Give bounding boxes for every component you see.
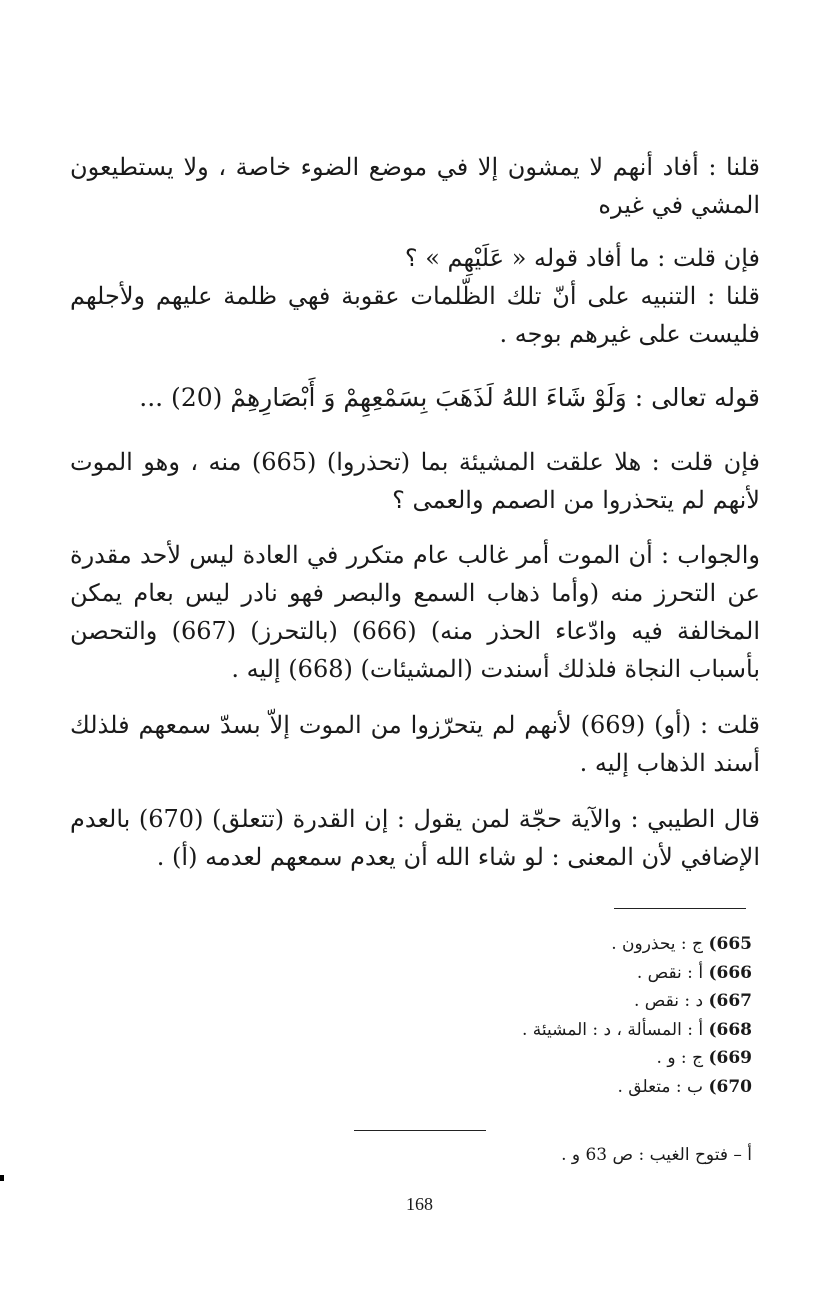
- paragraph-2: فإن قلت : ما أفاد قوله « عَلَيْهِم » ؟: [404, 244, 760, 272]
- paragraph-3: قلنا : التنبيه على أنّ تلك الظّلمات عقوبة فهي ظلمة عليهم ولأجلهم فليست على غيرهم بوجه .: [70, 282, 760, 348]
- footnote-divider: [614, 908, 746, 909]
- footnotes-list: [300, 930, 752, 1101]
- paragraph-6: قلت : (أو) (669) لأنهم لم يتحرّزوا من الموت إلاّ بسدّ سمعهم فلذلك أسند الذهاب إليه .: [70, 711, 760, 777]
- footnote-number: 670): [708, 1076, 752, 1097]
- footnote-text: ج : و .: [656, 1048, 704, 1068]
- footnote-number: 669): [708, 1048, 752, 1068]
- quran-verse: قوله تعالى : وَلَوْ شَاءَ اللهُ لَذَهَبَ بِسَمْعِهِمْ وَ أَبْصَارِهِمْ (20) ...: [139, 383, 760, 412]
- main-text: [70, 148, 760, 876]
- page-number: 168: [406, 1194, 433, 1214]
- footnote-text: أ : نقص .: [636, 962, 704, 983]
- footnote-number: 666): [708, 962, 752, 983]
- footnote-number: 665): [708, 934, 752, 954]
- paragraph-7: قال الطيبي : والآية حجّة لمن يقول : إن القدرة (تتعلق) (670) بالعدم الإضافي لأن المعنى : لو شاء الله أن يعدم سمعهم لعدمه (أ) .: [70, 805, 760, 871]
- footnote-text: ب : متعلق .: [617, 1076, 704, 1097]
- paragraph-1: قلنا : أفاد أنهم لا يمشون إلا في موضع الضوء خاصة ، ولا يستطيعون المشي في غيره: [70, 153, 760, 219]
- footnote-item: [300, 1016, 752, 1045]
- footnote-text: ج : يحذرون .: [611, 934, 704, 954]
- scan-mark: [0, 1175, 4, 1181]
- footnote-text: أ : المسألة ، د : المشيئة .: [521, 1019, 704, 1040]
- footnote-text: د : نقص .: [633, 991, 704, 1011]
- footnote-item: [300, 930, 752, 959]
- paragraph-4: فإن قلت : هلا علقت المشيئة بما (تحذروا) (665) منه ، وهو الموت لأنهم لم يتحذروا من الصمم والعمى ؟: [70, 448, 760, 514]
- footnote-item: [300, 959, 752, 988]
- paragraph-5: والجواب : أن الموت أمر غالب عام متكرر في العادة ليس لأحد مقدرة عن التحرز منه (وأما ذهاب السمع والبصر فهو نادر ليس بعام يمكن المخالفة فيه وادّعاء الحذر منه) (666) (بالتحرز) (667) والتحصن بأسباب النجاة فلذلك أسندت (المشيئات) (668) إليه .: [70, 541, 760, 683]
- footnote-item: [300, 1044, 752, 1073]
- source-note: أ – فتوح الغيب : ص 63 و .: [561, 1145, 752, 1165]
- footnote-number: 667): [708, 991, 752, 1011]
- footnote-item: [300, 1073, 752, 1102]
- footnote-item: [300, 987, 752, 1016]
- footnote-number: 668): [708, 1019, 752, 1040]
- source-divider: [354, 1130, 486, 1131]
